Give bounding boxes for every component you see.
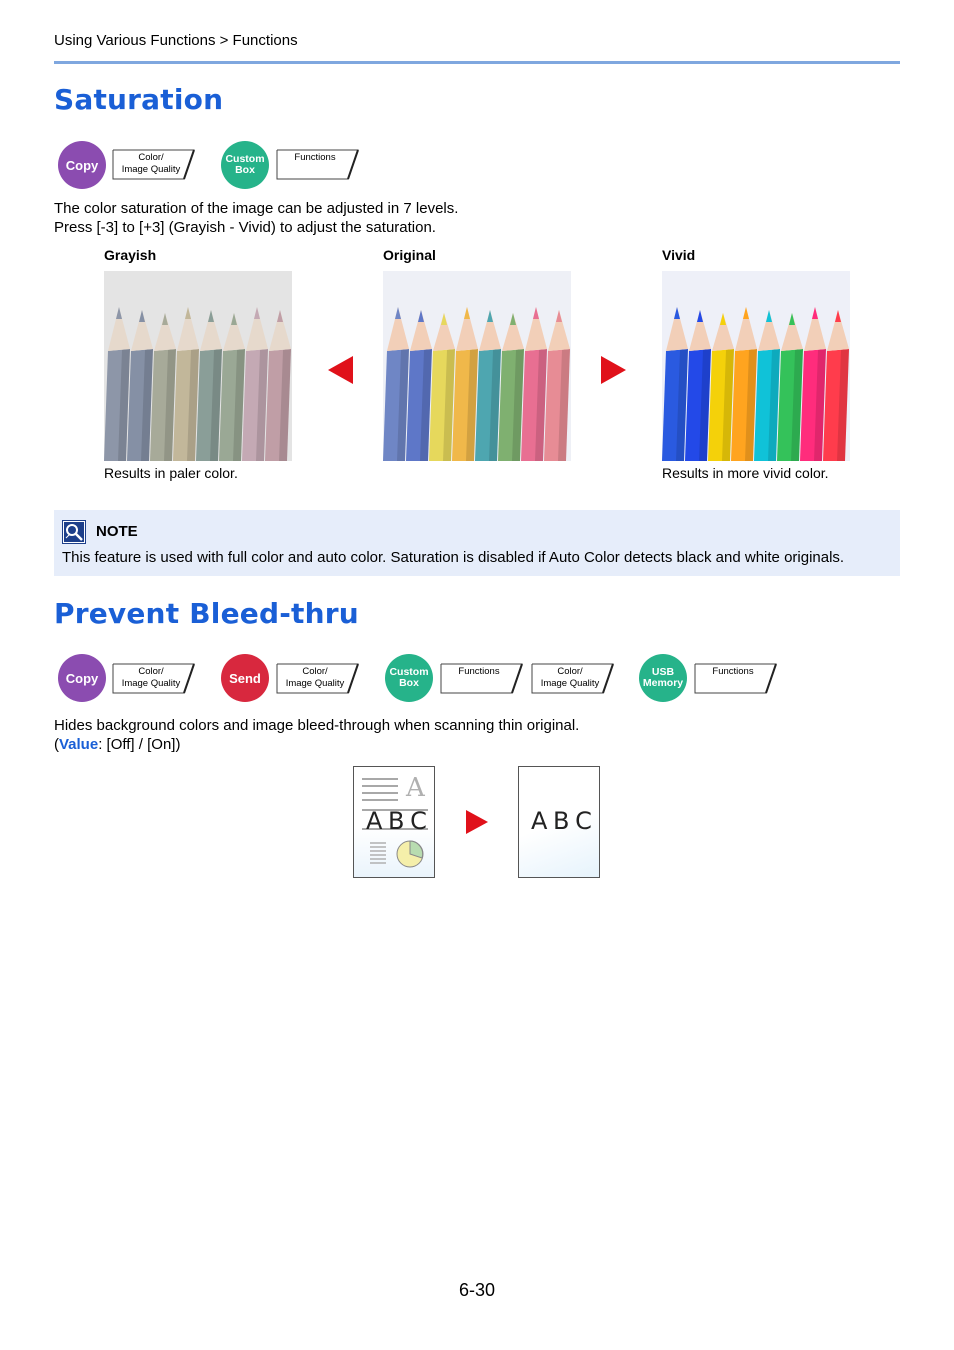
tag-label: Color/ Image Quality [540, 666, 600, 689]
sample-label-original: Original [383, 247, 436, 263]
copy-color-image-quality-tag [112, 662, 196, 694]
header-rule [54, 61, 900, 64]
after-abc-text: A B C [531, 807, 591, 835]
arrow-left-icon [327, 355, 355, 385]
sample-label-vivid: Vivid [662, 247, 696, 263]
note-text: This feature is used with full color and auto color. Saturation is disabled if Auto Color detects black and white originals. [62, 549, 845, 566]
tag-label: Functions [294, 152, 336, 163]
saturation-description-line1: The color saturation of the image can be adjusted in 7 levels. [54, 200, 459, 217]
caption-grayish: Results in paler color. [104, 465, 238, 481]
tag-label: Color/ Image Quality [121, 666, 181, 689]
section-title-saturation: Saturation [54, 83, 224, 116]
copy-mode-badge: Copy [58, 141, 106, 189]
value-open-paren: ( [54, 736, 59, 753]
note-magnifier-icon [62, 520, 86, 544]
tag-label: Color/ Image Quality [285, 666, 345, 689]
custom-box-functions-tag [440, 662, 524, 694]
usb-memory-functions-tag [694, 662, 778, 694]
pencils-vivid-image [662, 271, 850, 461]
page-number: 6-30 [458, 1280, 496, 1300]
section-title-prevent-bleed-thru: Prevent Bleed-thru [54, 597, 359, 630]
copy-mode-badge: Copy [58, 654, 106, 702]
send-color-image-quality-tag [276, 662, 360, 694]
custom-box-mode-badge: Custom Box [385, 654, 433, 702]
copy-color-image-quality-tag [112, 148, 196, 180]
custom-box-functions-tag [276, 148, 360, 180]
sample-label-grayish: Grayish [104, 247, 157, 263]
saturation-description-line2: Press [-3] to [+3] (Grayish - Vivid) to adjust the saturation. [54, 219, 436, 236]
caption-vivid: Results in more vivid color. [662, 465, 829, 481]
pencils-grayish-image [104, 271, 292, 461]
usb-memory-mode-badge: USB Memory [639, 654, 687, 702]
custom-box-color-image-quality-tag [531, 662, 615, 694]
tag-label: Color/ Image Quality [121, 152, 181, 175]
bleed-description: Hides background colors and image bleed-through when scanning thin original. [54, 717, 580, 734]
arrow-right-icon [599, 355, 627, 385]
send-mode-badge: Send [221, 654, 269, 702]
before-abc-text: A B C [366, 807, 426, 835]
note-title: NOTE [96, 523, 138, 540]
pencils-original-image [383, 271, 571, 461]
bleed-through-result-document [518, 766, 600, 878]
tag-label: Functions [458, 666, 500, 677]
breadcrumb: Using Various Functions > Functions [54, 32, 298, 49]
value-options: : [Off] / [On]) [98, 736, 181, 753]
faint-serif-letter: A [406, 773, 425, 803]
bleed-through-original-document [353, 766, 435, 878]
bleed-value-line [54, 735, 180, 754]
custom-box-mode-badge: Custom Box [221, 141, 269, 189]
arrow-right-icon [465, 809, 489, 835]
value-keyword: Value [59, 736, 99, 753]
tag-label: Functions [712, 666, 754, 677]
